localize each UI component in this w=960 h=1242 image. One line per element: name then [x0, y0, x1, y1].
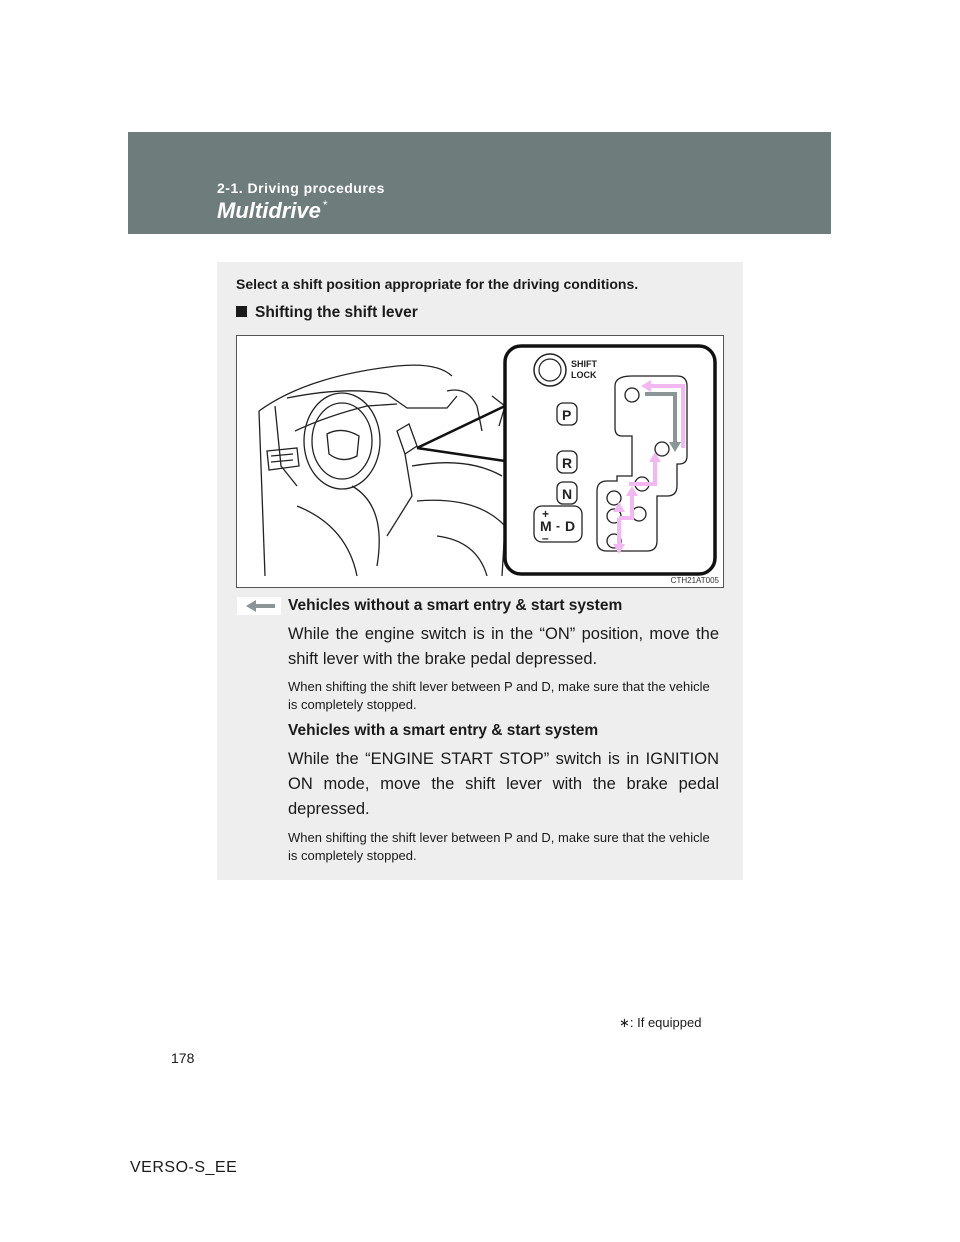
manual-minus-label: –: [542, 531, 549, 545]
footnote: ∗: If equipped: [619, 1015, 702, 1030]
page-header: [128, 132, 831, 234]
manual-plus-label: +: [542, 507, 550, 521]
gate-r-label: R: [562, 455, 573, 471]
block-body-with-smart-entry: While the “ENGINE START STOP” switch is in IGNITION ON mode, move the shift lever with the brake pedal depressed.: [288, 750, 719, 818]
shift-lock-label-line1: SHIFT: [571, 359, 597, 369]
block-body-without-smart-entry: While the engine switch is in the “ON” position, move the shift lever with the brake pedal depressed.: [288, 625, 719, 668]
back-arrow-icon: [237, 597, 281, 615]
intro-text: Select a shift position appropriate for the driving conditions.: [236, 276, 639, 292]
manual-dash-label: -: [556, 519, 560, 533]
page-title-text: Multidrive: [217, 198, 321, 223]
shift-lever-figure: [236, 335, 724, 588]
square-bullet-icon: [236, 306, 247, 317]
gate-n-label: N: [562, 486, 573, 502]
page-title: [217, 198, 328, 224]
gate-d-label: D: [565, 518, 576, 534]
content-box: [217, 262, 743, 880]
block-title-with-smart-entry: Vehicles with a smart entry & start system: [288, 722, 599, 739]
callout-lines: [417, 406, 505, 461]
title-marker: *: [322, 198, 328, 212]
subheading-text: Shifting the shift lever: [255, 304, 418, 321]
shift-lever-illustration: [237, 336, 723, 587]
gate-p-label: P: [562, 407, 572, 423]
gate-m-label: M: [540, 518, 552, 534]
dashboard-drawing: [259, 365, 505, 576]
document-code: VERSO-S_EE: [130, 1159, 238, 1176]
figure-code: CTH21AT005: [670, 576, 719, 585]
shift-lock-label-line2: LOCK: [571, 370, 597, 380]
block-title-without-smart-entry: Vehicles without a smart entry & start system: [288, 597, 623, 614]
block-note-with-smart-entry: When shifting the shift lever between P and D, make sure that the vehicle is completely stopped.: [288, 830, 710, 863]
subheading: [236, 304, 418, 322]
section-label: 2-1. Driving procedures: [217, 180, 385, 196]
block-note-without-smart-entry: When shifting the shift lever between P and D, make sure that the vehicle is completely stopped.: [288, 679, 710, 712]
page-number: 178: [171, 1050, 195, 1066]
